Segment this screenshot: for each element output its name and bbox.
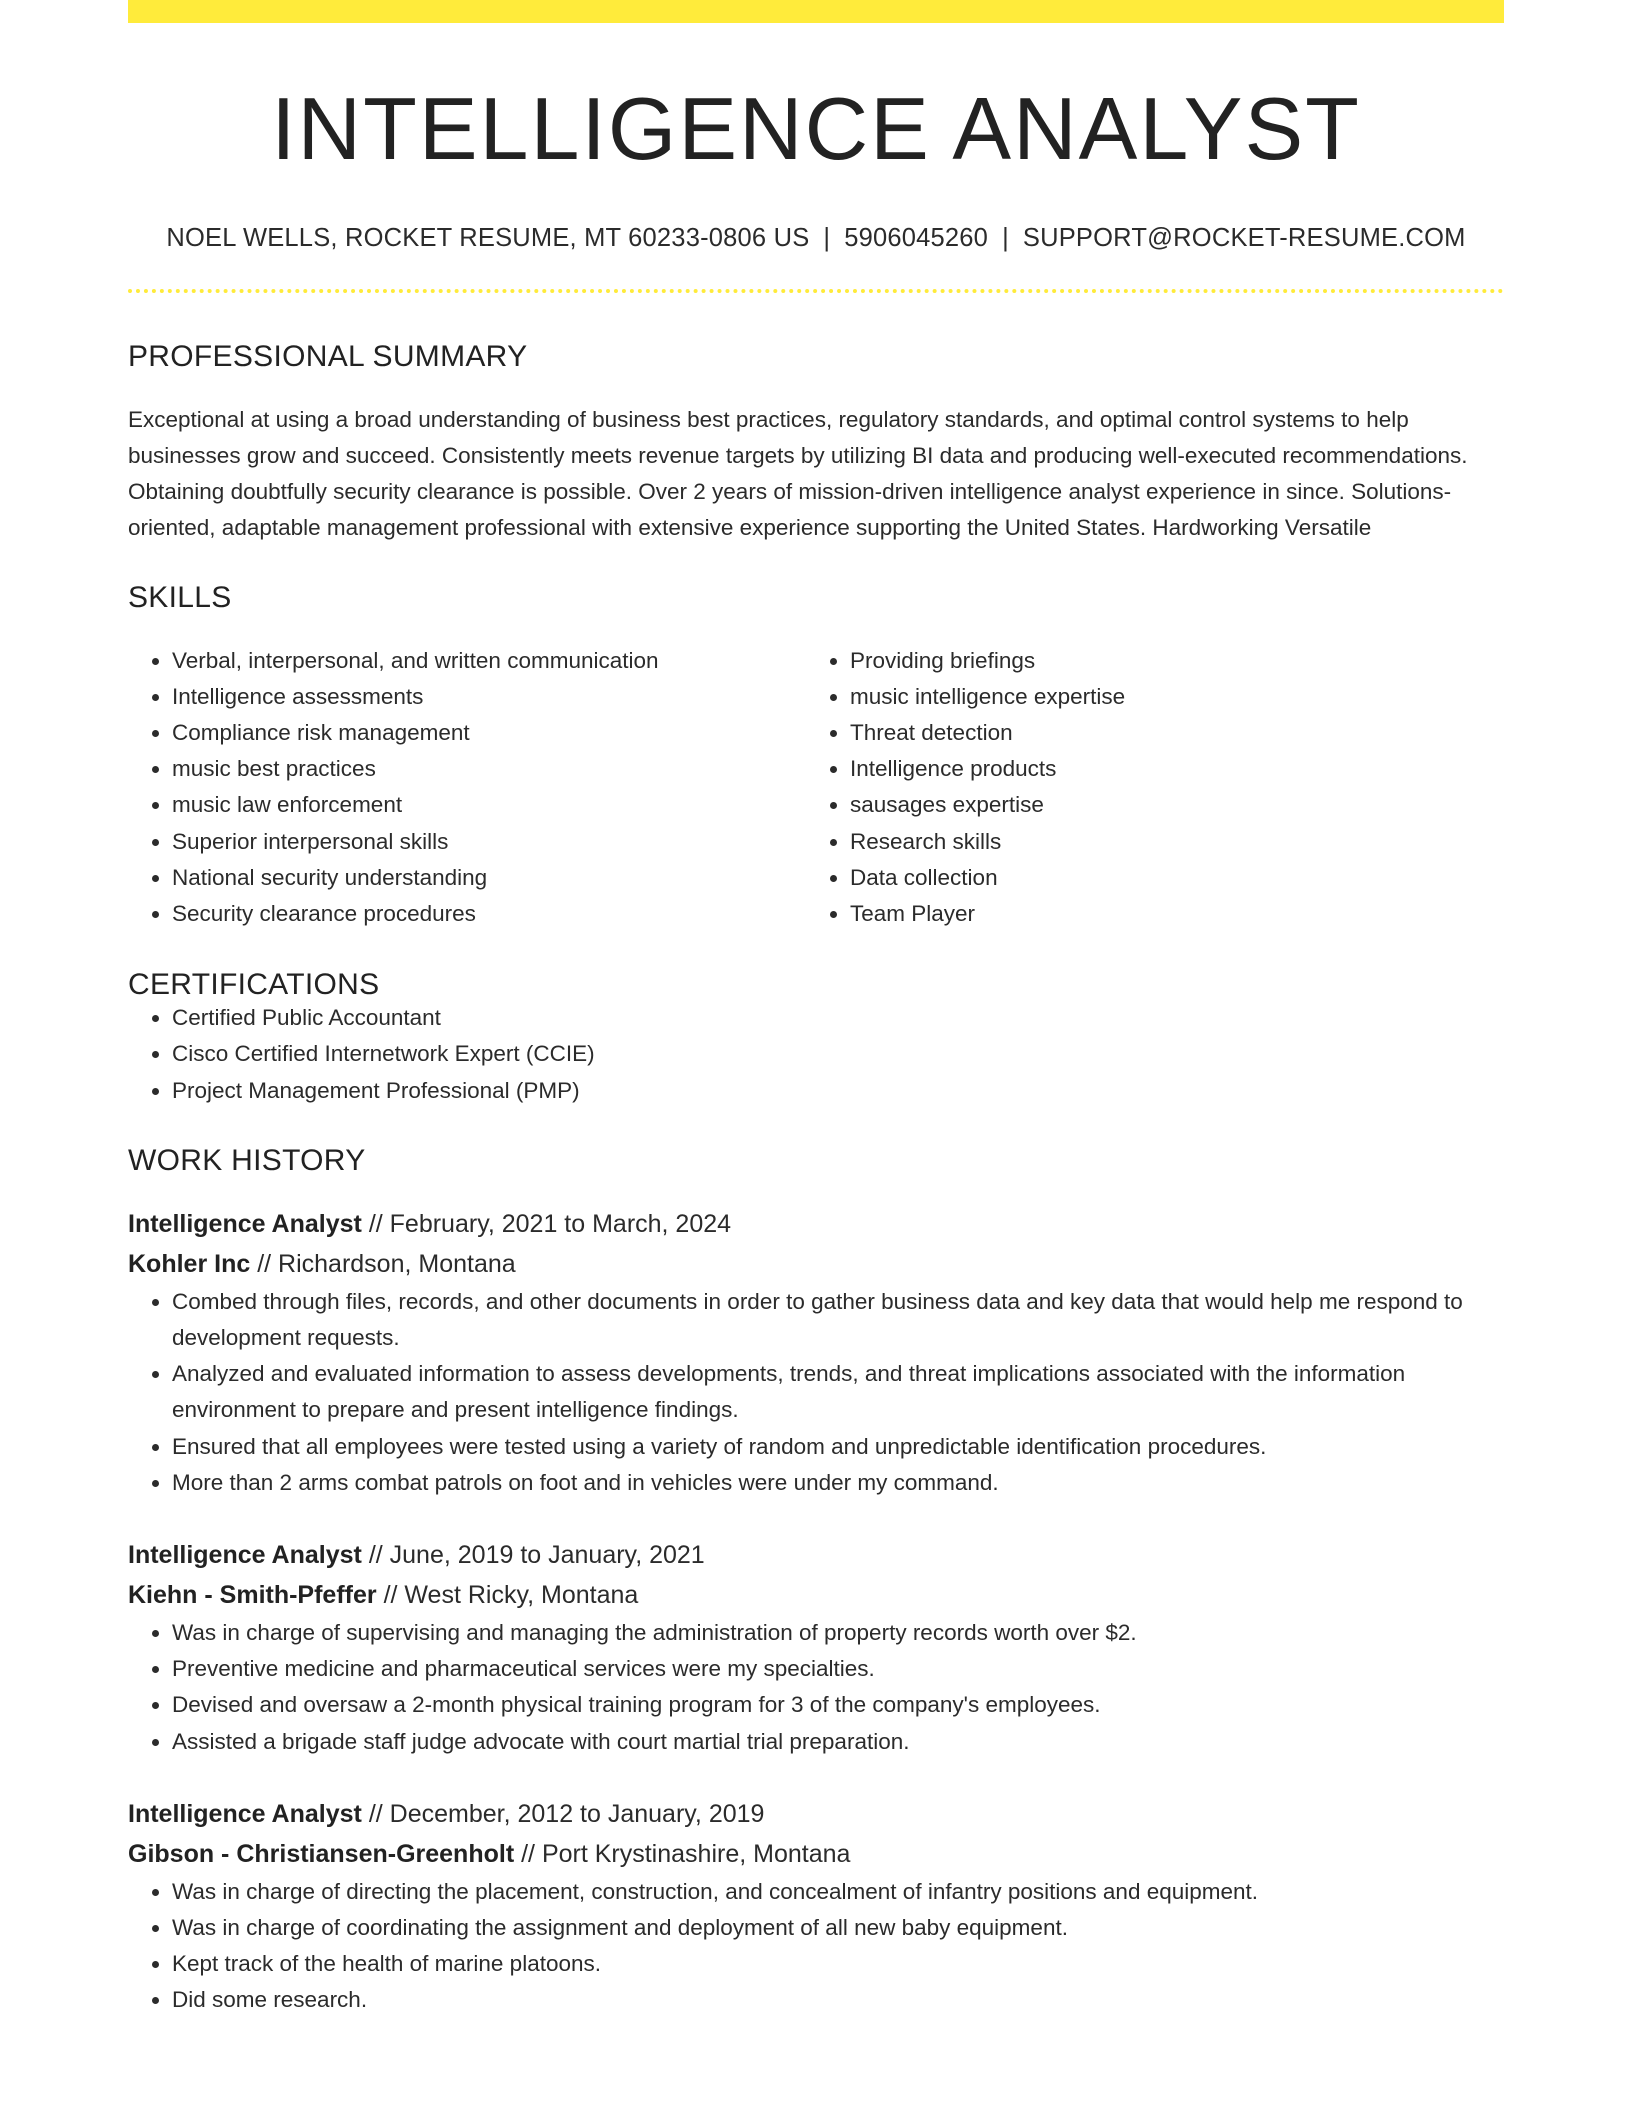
job-title: Intelligence Analyst (128, 1799, 362, 1828)
job-bullets (128, 1874, 1504, 2019)
job-bullet: • Combed through files, records, and other documents in order to gather business data and key data that would help me respond to development requests. (172, 1284, 1504, 1356)
certifications-list (128, 1000, 1504, 1109)
skill-item: • Team Player (850, 896, 1484, 932)
job-bullet: • Kept track of the health of marine platoons. (172, 1946, 1504, 1982)
skills-column-right (806, 643, 1484, 933)
job-bullet: • Preventive medicine and pharmaceutical services were my specialties. (172, 1651, 1504, 1687)
certification-item: • Cisco Certified Internetwork Expert (CCIE) (172, 1036, 1504, 1072)
job-bullet: • Was in charge of directing the placement, construction, and concealment of infantry positions and equipment. (172, 1874, 1504, 1910)
job-bullet: • Devised and oversaw a 2-month physical training program for 3 of the company's employees. (172, 1687, 1504, 1723)
accent-bar (128, 0, 1504, 23)
job-location: // Port Krystinashire, Montana (514, 1839, 851, 1868)
skills-list-right (806, 643, 1484, 933)
skills-list-left (128, 643, 806, 933)
skills-grid (128, 643, 1504, 933)
contact-separator: | (823, 224, 831, 252)
job-dates: // December, 2012 to January, 2019 (361, 1799, 765, 1828)
job-location: // Richardson, Montana (250, 1249, 516, 1278)
contact-line (128, 223, 1504, 254)
contact-address: NOEL WELLS, ROCKET RESUME, MT 60233-0806 US (166, 224, 810, 252)
summary-heading: PROFESSIONAL SUMMARY (128, 339, 528, 373)
skill-item: • National security understanding (172, 860, 806, 896)
job-bullet: • Assisted a brigade staff judge advocate with court martial trial preparation. (172, 1724, 1504, 1760)
job-company: Gibson - Christiansen-Greenholt (128, 1839, 515, 1868)
skill-item: • Threat detection (850, 715, 1484, 751)
contact-phone: 5906045260 (844, 224, 989, 252)
resume-page (128, 0, 1504, 2019)
summary-text: Exceptional at using a broad understanding of business best practices, regulatory standards, and optimal control systems to help businesses grow and succeed. Consistently meets revenue targets by utilizing BI data and producing well-executed recommendations. Obtaining doubtfully security clearance is possible. Over 2 years of mission-driven intelligence analyst experience in since. Solutions-oriented, adaptable management professional with extensive experience supporting the United States. Hardworking Versatile (128, 406, 1468, 540)
work-history-heading: WORK HISTORY (128, 1143, 366, 1177)
job-company-line (128, 1575, 1504, 1615)
dotted-divider (128, 289, 1504, 293)
job-title-line (128, 1204, 1504, 1244)
certification-item: • Certified Public Accountant (172, 1000, 1504, 1036)
job-bullet: • More than 2 arms combat patrols on foot and in vehicles were under my command. (172, 1465, 1504, 1501)
skill-item: • Data collection (850, 860, 1484, 896)
job-entry (128, 1204, 1504, 1501)
job-title: Intelligence Analyst (128, 1541, 362, 1570)
skill-item: • music law enforcement (172, 787, 806, 823)
job-entry (128, 1794, 1504, 2019)
job-dates: // February, 2021 to March, 2024 (361, 1209, 732, 1238)
certification-item: • Project Management Professional (PMP) (172, 1073, 1504, 1109)
skill-item: • Intelligence assessments (172, 679, 806, 715)
skill-item: • Providing briefings (850, 643, 1484, 679)
job-company-line (128, 1244, 1504, 1284)
skill-item: • Research skills (850, 824, 1484, 860)
contact-separator: | (1002, 224, 1009, 252)
job-dates: // June, 2019 to January, 2021 (361, 1541, 705, 1570)
skill-item: • music best practices (172, 751, 806, 787)
job-company: Kiehn - Smith-Pfeffer (128, 1581, 377, 1610)
job-bullet: • Was in charge of coordinating the assignment and deployment of all new baby equipment. (172, 1910, 1504, 1946)
resume-title: INTELLIGENCE ANALYST (271, 79, 1361, 178)
job-bullet: • Analyzed and evaluated information to assess developments, trends, and threat implications associated with the information environment to prepare and present intelligence findings. (172, 1356, 1504, 1428)
skill-item: • sausages expertise (850, 787, 1484, 823)
job-location: // West Ricky, Montana (376, 1581, 639, 1610)
job-bullet: • Ensured that all employees were tested using a variety of random and unpredictable identification procedures. (172, 1429, 1504, 1465)
skill-item: • Verbal, interpersonal, and written communication (172, 643, 806, 679)
skill-item: • Superior interpersonal skills (172, 824, 806, 860)
job-bullet: • Did some research. (172, 1982, 1504, 2018)
contact-email: SUPPORT@ROCKET-RESUME.COM (1022, 224, 1466, 252)
job-title: Intelligence Analyst (128, 1209, 362, 1238)
job-entry (128, 1535, 1504, 1760)
skills-column-left (128, 643, 806, 933)
job-bullets (128, 1284, 1504, 1501)
job-title-line (128, 1794, 1504, 1834)
skill-item: • Security clearance procedures (172, 896, 806, 932)
skill-item: • Intelligence products (850, 751, 1484, 787)
job-company-line (128, 1834, 1504, 1874)
skill-item: • Compliance risk management (172, 715, 806, 751)
skills-heading: SKILLS (128, 580, 232, 614)
skill-item: • music intelligence expertise (850, 679, 1484, 715)
job-bullet: • Was in charge of supervising and managing the administration of property records worth over $2. (172, 1615, 1504, 1651)
certifications-heading: CERTIFICATIONS (128, 968, 380, 1002)
job-title-line (128, 1535, 1504, 1575)
job-company: Kohler Inc (128, 1249, 251, 1278)
job-bullets (128, 1615, 1504, 1760)
